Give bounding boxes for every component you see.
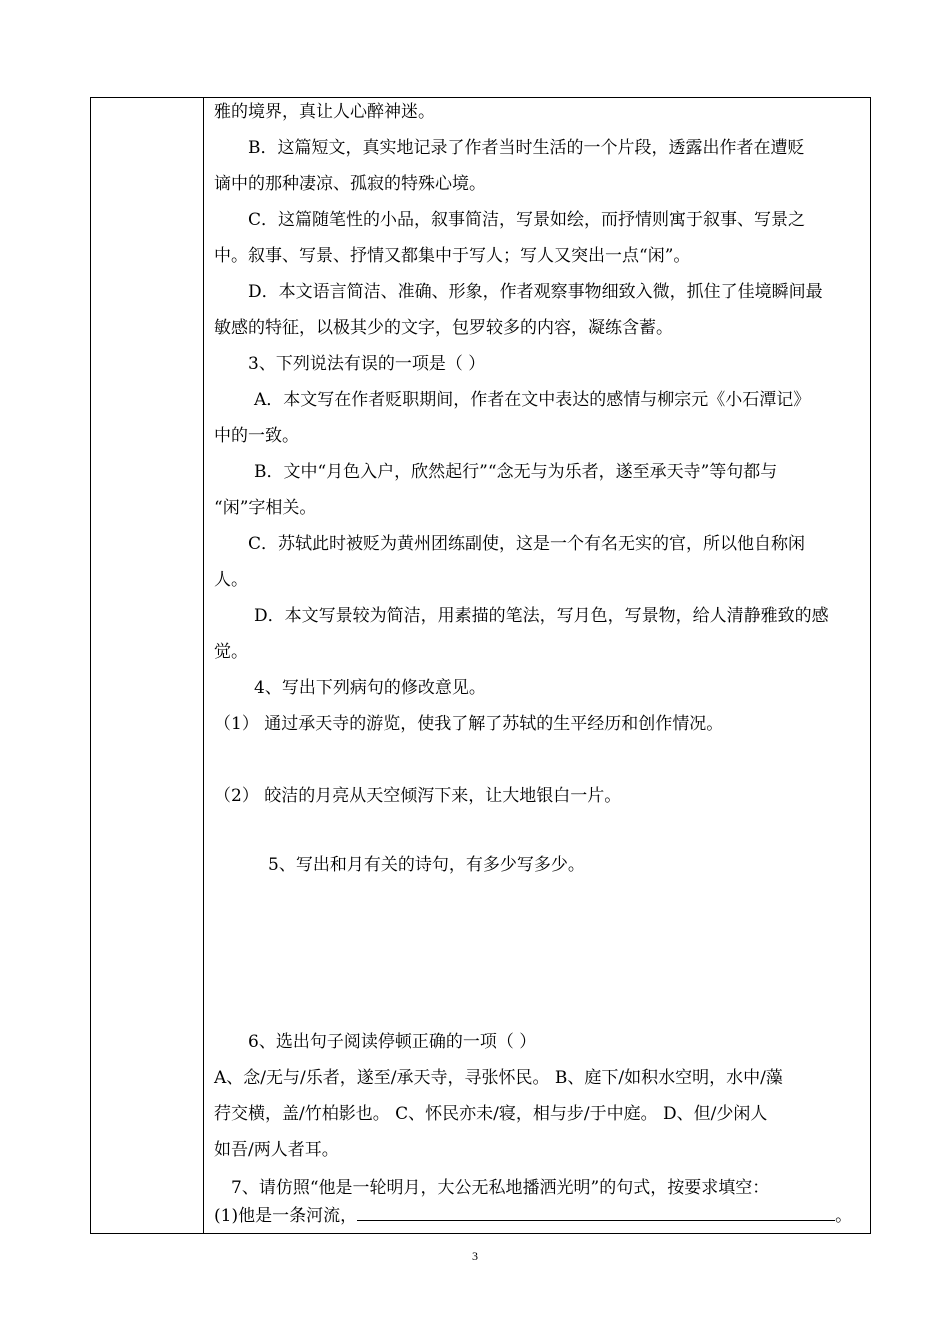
- q7-item-1-prompt: (1)他是一条河流，: [214, 1206, 358, 1226]
- option-d-line1: D．本文语言简洁、准确、形象，作者观察事物细致入微，抓住了佳境瞬间最: [248, 282, 823, 302]
- page-number: 3: [472, 1249, 478, 1263]
- text-line: 雅的境界，真让人心醉神迷。: [214, 102, 435, 122]
- q6-options-line2: 荇交横，盖/竹柏影也。 C、怀民亦未/寝，相与步/于中庭。 D、但/少闲人: [214, 1104, 768, 1124]
- q3-option-a-line2: 中的一致。: [214, 426, 299, 446]
- question-3: 3、下列说法有误的一项是（ ）: [248, 354, 486, 374]
- left-column: [91, 98, 204, 1233]
- question-5: 5、写出和月有关的诗句，有多少写多少。: [268, 855, 585, 875]
- q3-option-b-line2: “闲”字相关。: [214, 498, 317, 518]
- q7-item-1: [214, 1204, 852, 1226]
- q6-options-line3: 如吾/两人者耳。: [214, 1140, 339, 1160]
- answer-blank[interactable]: [357, 1204, 835, 1221]
- q3-option-d-line2: 觉。: [214, 642, 248, 662]
- q7-item-1-end: 。: [835, 1206, 853, 1226]
- option-c-line2: 中。叙事、写景、抒情又都集中于写人；写人又突出一点“闲”。: [214, 246, 691, 266]
- q4-sentence-1: （1） 通过承天寺的游览，使我了解了苏轼的生平经历和创作情况。: [214, 714, 724, 734]
- q3-option-c-line2: 人。: [214, 570, 248, 590]
- q3-option-a-line1: A．本文写在作者贬职期间，作者在文中表达的感情与柳宗元《小石潭记》: [254, 390, 811, 410]
- q3-option-d-line1: D．本文写景较为简洁，用素描的笔法，写月色，写景物，给人清静雅致的感: [254, 606, 829, 626]
- option-b-line2: 谪中的那种凄凉、孤寂的特殊心境。: [214, 174, 486, 194]
- question-6: 6、选出句子阅读停顿正确的一项（ ）: [248, 1032, 537, 1052]
- option-d-line2: 敏感的特征，以极其少的文字，包罗较多的内容，凝练含蓄。: [214, 318, 673, 338]
- q3-option-c-line1: C．苏轼此时被贬为黄州团练副使，这是一个有名无实的官，所以他自称闲: [248, 534, 806, 554]
- q4-sentence-2: （2） 皎洁的月亮从天空倾泻下来，让大地银白一片。: [214, 786, 622, 806]
- question-7: 7、请仿照“他是一轮明月，大公无私地播洒光明”的句式，按要求填空：: [231, 1178, 770, 1198]
- q3-option-b-line1: B．文中“月色入户，欣然起行”“念无与为乐者，遂至承天寺”等句都与: [254, 462, 778, 482]
- option-b-line1: B．这篇短文，真实地记录了作者当时生活的一个片段，透露出作者在遭贬: [248, 138, 805, 158]
- q6-options-line1: A、念/无与/乐者，遂至/承天寺，寻张怀民。 B、庭下/如积水空明，水中/藻: [214, 1068, 783, 1088]
- worksheet-table: [90, 97, 871, 1234]
- question-4: 4、写出下列病句的修改意见。: [254, 678, 486, 698]
- option-c-line1: C．这篇随笔性的小品，叙事简洁，写景如绘，而抒情则寓于叙事、写景之: [248, 210, 806, 230]
